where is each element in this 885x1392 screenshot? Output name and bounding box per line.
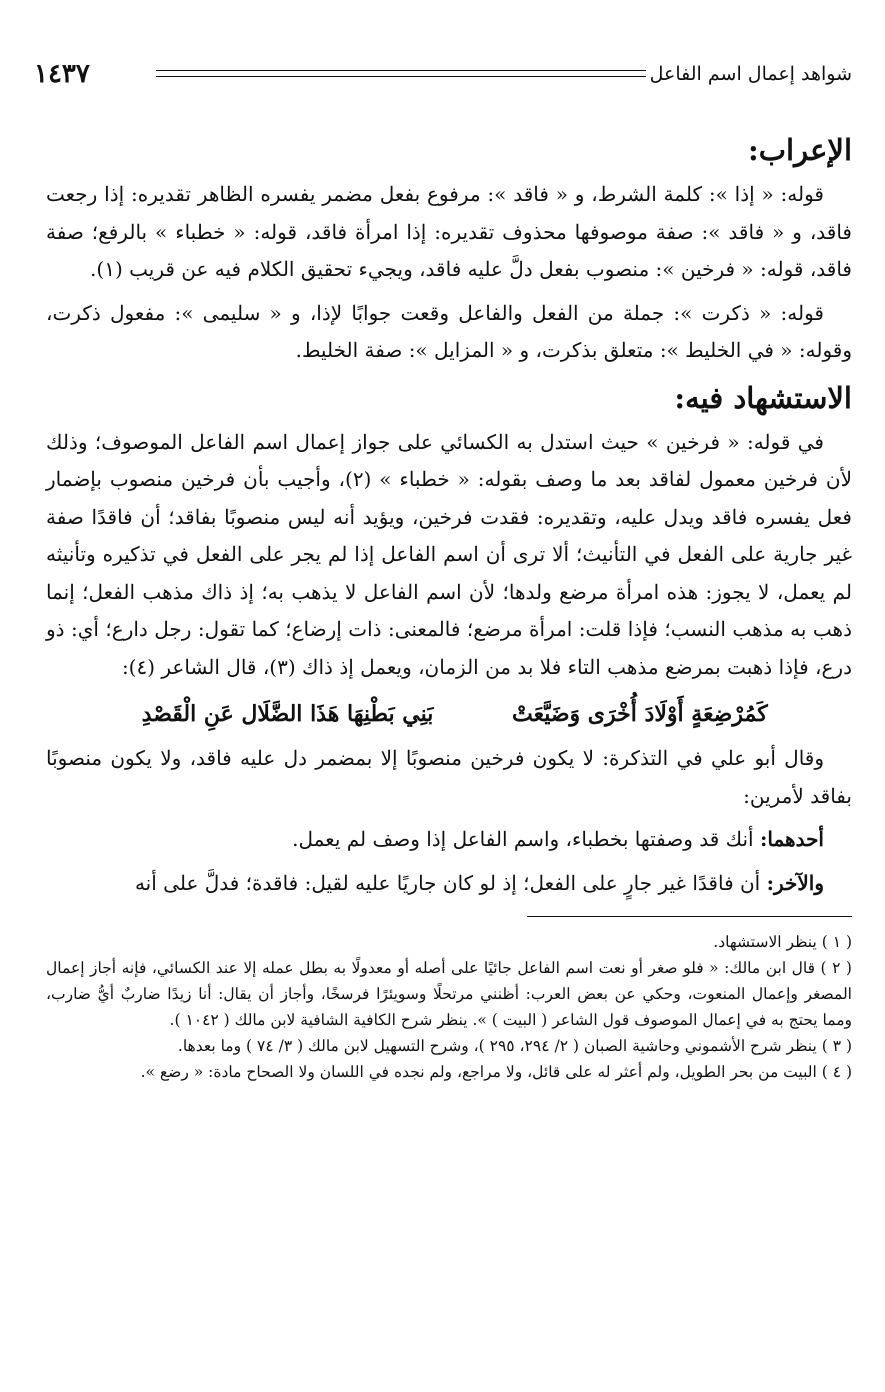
footnote-2: ( ٢ ) قال ابن مالك: « فلو صغر أو نعت اسم الفاعل جائيًا على أصله أو معدولًا به بطل عمله إلا عند الكسائي، فإنه أجاز إعمال المصغر وإعمال المنعوت، وحكي عن بعض العرب: أظنني مرتحلًا وسويئرًا فرسخًا، وأجاز أن يقال: أنا زيدًا ضاربٌ أيُّ ضارب، ومما يحتج به في إعمال الموصوف قول الشاعر ( البيت ) ». ينظر شرح الكافية الشافية لابن مالك ( ١٠٤٢ ). (46, 959, 852, 1029)
section-heading-irab: الإعراب: (748, 133, 852, 167)
section-heading-istishhad: الاستشهاد فيه: (674, 380, 852, 415)
second-reason-text: أن فاقدًا غير جارٍ على الفعل؛ إذ لو كان جاريًا عليه لقيل: فاقدة؛ فدلَّ على أنه (134, 870, 767, 895)
paragraph-istishhad-2: وقال أبو علي في التذكرة: لا يكون فرخين منصوبًا إلا بمضمر دل عليه فاقد، ولا يكون منصوبًا بفاقد لأمرين: (46, 746, 852, 808)
page-header (34, 58, 852, 92)
first-reason-lead: أحدهما: (759, 827, 824, 851)
verse-first-hemistich: كَمُرْضِعَةٍ أَوْلَادَ أُخْرَى وَضَيَّعَتْ (511, 701, 768, 727)
header-rule (156, 70, 646, 77)
footnote-separator (527, 916, 852, 917)
paragraph-istishhad-1: في قوله: « فرخين » حيث استدل به الكسائي على جواز إعمال اسم الفاعل الموصوف؛ وذلك لأن فرخين معمول لفاقد بعد ما وصف بقوله: « خطباء » (٢)، وأجيب بأن فرخين منصوب بإضمار فعل يفسره فاقد ويدل عليه، وتقديره: فقدت فرخين، ويؤيد أنه ليس منصوبًا بفاقد؛ أن فاقدًا صفة غير جارية على الفعل في التأنيث؛ ألا ترى أن اسم الفاعل إذا لم يجر على الفعل في تذكيره وتأنيثه لم يعمل، لا يجوز: هذه امرأة مرضع ولدها؛ لأن اسم الفاعل لا يذهب به؛ إذ ذاك مذهب الفعل؛ إنما ذهب به مذهب النسب؛ فإذا قلت: امرأة مرضع؛ فالمعنى: ذات إرضاع؛ كما تقول: رجل دارع؛ أي: ذو درع، فإذا ذهبت بمرضع مذهب التاء فلا بد من الزمان، ويعمل إذ ذاك (٣)، قال الشاعر (٤): (46, 429, 852, 679)
paragraph-irab-1: قوله: « إذا »: كلمة الشرط، و « فاقد »: مرفوع بفعل مضمر يفسره الظاهر تقديره: إذا رجعت فاقد، و « فاقد »: صفة موصوفها محذوف تقديره: إذا امرأة فاقد، قوله: « خطباء » بالرفع؛ صفة فاقد، قوله: « فرخين »: منصوب بفعل دلَّ عليه فاقد، ويجيء تحقيق الكلام فيه عن قريب (١). (46, 182, 852, 281)
poetry-verse (46, 692, 852, 736)
first-reason-text: أنك قد وصفتها بخطباء، واسم الفاعل إذا وصف لم يعمل. (292, 827, 760, 851)
footnote-1: ( ١ ) ينظر الاستشهاد. (713, 933, 852, 951)
footnote-3: ( ٣ ) ينظر شرح الأشموني وحاشية الصبان ( ٢/ ٢٩٤، ٢٩٥ )، وشرح التسهيل لابن مالك ( ٣/ ٧٤ ) وما بعدها. (177, 1037, 852, 1055)
paragraph-irab-2: قوله: « ذكرت »: جملة من الفعل والفاعل وقعت جوابًا لإذا، و « سليمى »: مفعول ذكرت، وقوله: « في الخليط »: متعلق بذكرت، و « المزايل »: صفة الخليط. (46, 300, 852, 362)
page-number: ١٤٣٧ (34, 59, 90, 89)
footnotes (46, 929, 852, 1085)
paragraph-second-reason (46, 865, 852, 903)
verse-second-hemistich: بَنِي بَطْنِهَا هَذَا الضَّلَال عَنِ الْقَصْدِ (141, 701, 434, 727)
main-text (46, 128, 852, 1085)
paragraph-first-reason (46, 821, 852, 859)
second-reason-lead: والآخر: (766, 870, 824, 895)
footnote-4: ( ٤ ) البيت من بحر الطويل، ولم أعثر له على قائل، ولا مراجع، ولم نجده في اللسان ولا الصحاح مادة: « رضع ». (140, 1063, 852, 1081)
running-title: شواهد إعمال اسم الفاعل (649, 63, 852, 85)
